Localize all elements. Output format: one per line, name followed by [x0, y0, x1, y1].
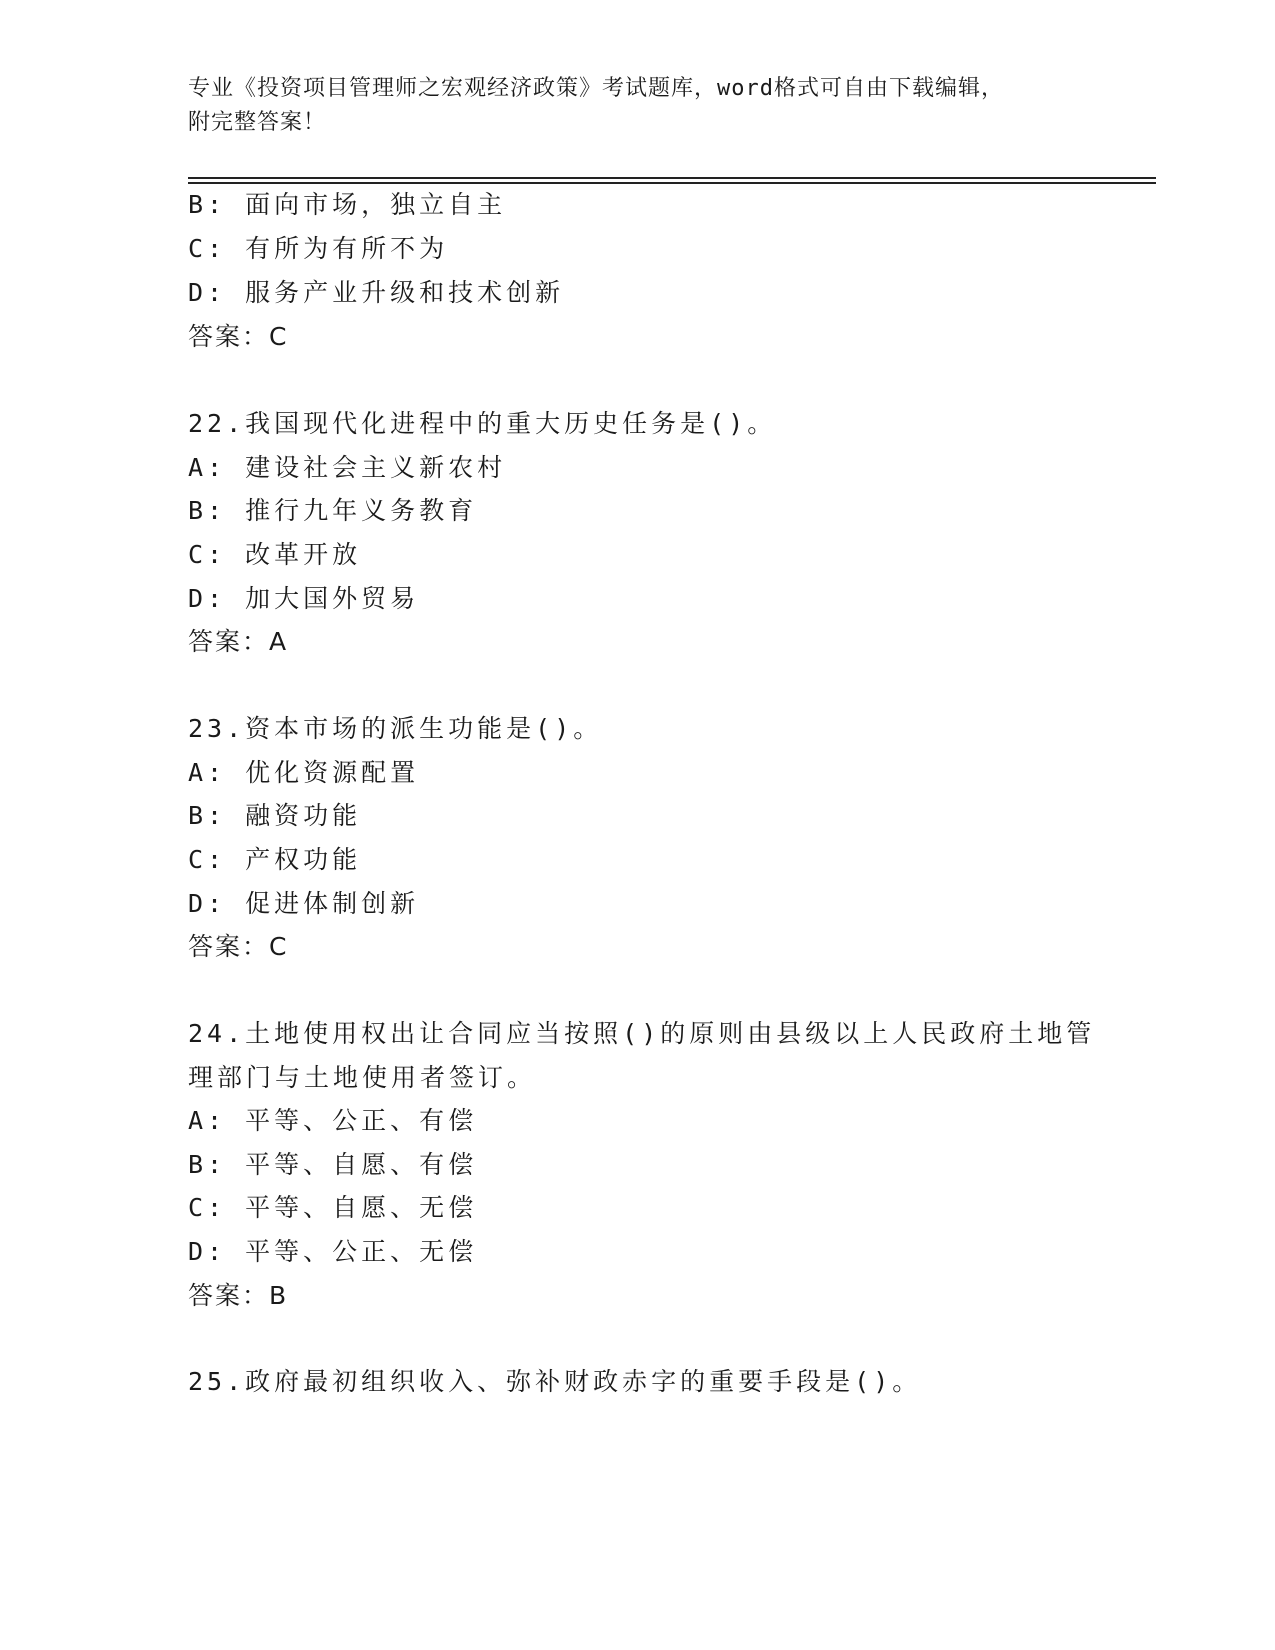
- q22-option-c: C: 改革开放: [188, 540, 362, 569]
- q25-question: 25.政府最初组织收入、弥补财政赤字的重要手段是()。: [188, 1367, 922, 1396]
- q24-question-line-1: 24.土地使用权出让合同应当按照()的原则由县级以上人民政府土地管: [188, 1019, 1096, 1048]
- q24-option-c: C: 平等、自愿、无偿: [188, 1193, 478, 1222]
- q22-option-d: D: 加大国外贸易: [188, 584, 420, 613]
- q23-option-c: C: 产权功能: [188, 845, 362, 874]
- q24-option-d: D: 平等、公正、无偿: [188, 1237, 478, 1266]
- q24-question-line-2: 理部门与土地使用者签订。: [188, 1063, 537, 1092]
- q24-option-b: B: 平等、自愿、有偿: [188, 1150, 478, 1179]
- document-header: [188, 72, 1068, 140]
- q21-option-d: D: 服务产业升级和技术创新: [188, 278, 565, 307]
- q22-option-b: B: 推行九年义务教育: [188, 496, 478, 525]
- q21-option-c: C: 有所为有所不为: [188, 234, 449, 263]
- q24-option-a: A: 平等、公正、有偿: [188, 1106, 478, 1135]
- header-divider-top: [188, 177, 1156, 179]
- q21-option-b: B: 面向市场，独立自主: [188, 190, 507, 219]
- q23-option-d: D: 促进体制创新: [188, 889, 420, 918]
- q21-answer: 答案：C: [188, 322, 289, 351]
- header-divider-bottom: [188, 182, 1156, 184]
- q22-option-a: A: 建设社会主义新农村: [188, 453, 507, 482]
- q23-question: 23.资本市场的派生功能是()。: [188, 714, 603, 743]
- q22-answer: 答案：A: [188, 627, 289, 656]
- q23-option-b: B: 融资功能: [188, 801, 362, 830]
- q23-option-a: A: 优化资源配置: [188, 758, 420, 787]
- q22-question: 22.我国现代化进程中的重大历史任务是()。: [188, 409, 777, 438]
- q23-answer: 答案：C: [188, 932, 289, 961]
- q24-answer: 答案：B: [188, 1281, 289, 1310]
- header-line-1: 专业《投资项目管理师之宏观经济政策》考试题库，word格式可自由下载编辑，: [188, 76, 1004, 101]
- header-line-2: 附完整答案！: [188, 110, 327, 135]
